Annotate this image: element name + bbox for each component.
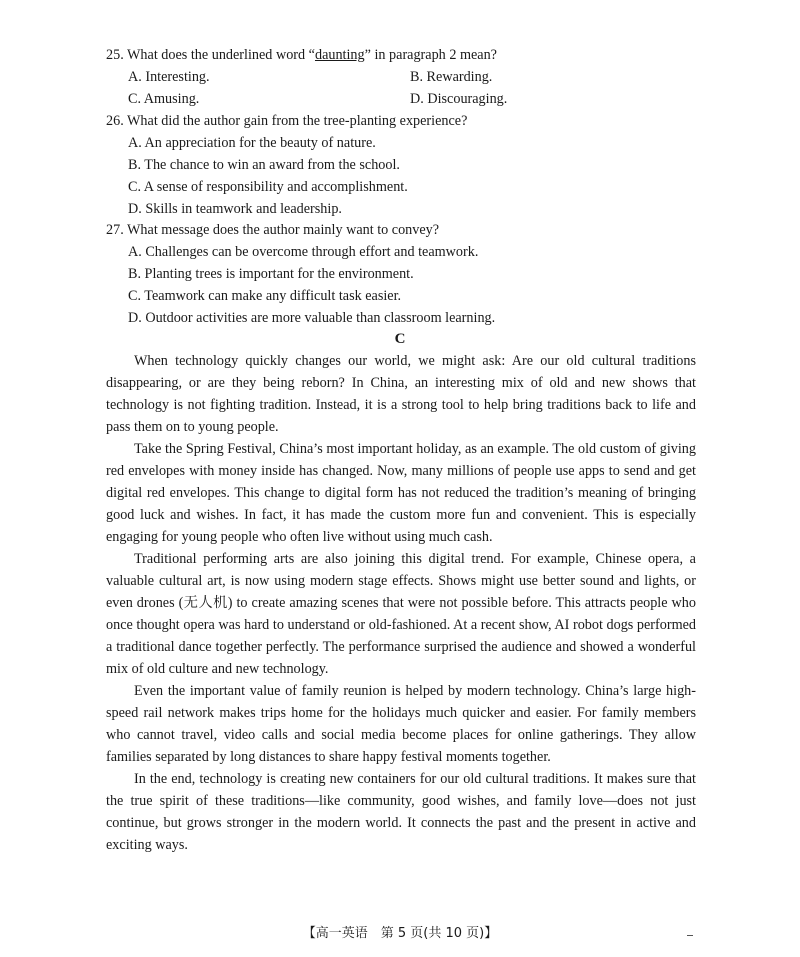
option-row <box>106 66 706 88</box>
option-row <box>106 88 706 110</box>
question-number: 27. <box>106 222 124 238</box>
option-d: D. Outdoor activities are more valuable than classroom learning. <box>128 310 496 326</box>
option-c: C. Teamwork can make any difficult task easier. <box>128 288 402 304</box>
passage-paragraph-3: Traditional performing arts are also joining this digital trend. For example, Chinese opera, a valuable cultural art, is now using modern stage effects. Shows might use better sound and lights, or even drones (无人机) to create amazing scenes that were not possible before. This attracts people who once thought opera was hard to understand or old-fashioned. At a recent show, AI robot dogs performed a traditional dance together perfectly. The performance surprised the audience and showed a wonderful mix of old culture and new technology. <box>106 551 696 677</box>
passage-paragraph-4: Even the important value of family reunion is helped by modern technology. China’s large high-speed rail network makes trips home for the holidays much quicker and easier. For family members who cannot travel, video calls and social media become places for online gatherings. They allow families separated by long distances to share happy festival moments together. <box>106 683 696 765</box>
option-d: D. Discouraging. <box>410 91 508 107</box>
question-stem <box>106 219 706 241</box>
question-stem <box>106 110 706 132</box>
passage-paragraph-1: When technology quickly changes our world, we might ask: Are our old cultural traditions disappearing, or are they being reborn? In China, an interesting mix of old and new shows that technology is not fighting tradition. Instead, it is a strong tool to help bring traditions back to life and pass them on to young people. <box>106 353 696 435</box>
passage-paragraph-5: In the end, technology is creating new containers for our old cultural traditions. It makes sure that the true spirit of these traditions—like community, good wishes, and family love—does not just continue, but grows stronger in the modern world. It connects the past and the present in active and exciting ways. <box>106 771 696 853</box>
question-number: 26. <box>106 113 124 129</box>
option-c: C. Amusing. <box>128 91 200 107</box>
question-stem-text: What message does the author mainly want to convey? <box>127 222 440 238</box>
passage-paragraph-2: Take the Spring Festival, China’s most important holiday, as an example. The old custom of giving red envelopes with money inside has changed. Now, many millions of people use apps to send and get digital red envelopes. This change to digital form has not reduced the tradition’s meaning of bringing good luck and wishes. In fact, it has made the custom more fun and convenient. This is especially engaging for young people who often live without using much cash. <box>106 441 696 545</box>
option-d: D. Skills in teamwork and leadership. <box>128 201 342 217</box>
corner-mark <box>687 935 693 936</box>
question-25 <box>106 44 706 110</box>
question-26 <box>106 110 706 220</box>
question-stem-text: What does the underlined word “ <box>127 47 315 63</box>
option-a: A. An appreciation for the beauty of nature. <box>128 135 376 151</box>
question-stem-text: What did the author gain from the tree-planting experience? <box>127 113 468 129</box>
reading-passage <box>106 350 696 856</box>
question-number: 25. <box>106 47 124 63</box>
question-stem-text: ” in paragraph 2 mean? <box>364 47 497 63</box>
option-b: B. The chance to win an award from the school. <box>128 157 400 173</box>
option-a: A. Interesting. <box>128 69 210 85</box>
question-27 <box>106 219 706 329</box>
option-b: B. Rewarding. <box>410 69 493 85</box>
underlined-word: daunting <box>314 47 365 63</box>
option-c: C. A sense of responsibility and accomplishment. <box>128 179 408 195</box>
section-title: C <box>394 331 406 347</box>
option-b: B. Planting trees is important for the environment. <box>128 266 414 282</box>
option-a: A. Challenges can be overcome through effort and teamwork. <box>128 244 479 260</box>
page-footer: 【高一英语 第 5 页(共 10 页)】 <box>302 926 498 941</box>
question-stem <box>106 44 706 66</box>
